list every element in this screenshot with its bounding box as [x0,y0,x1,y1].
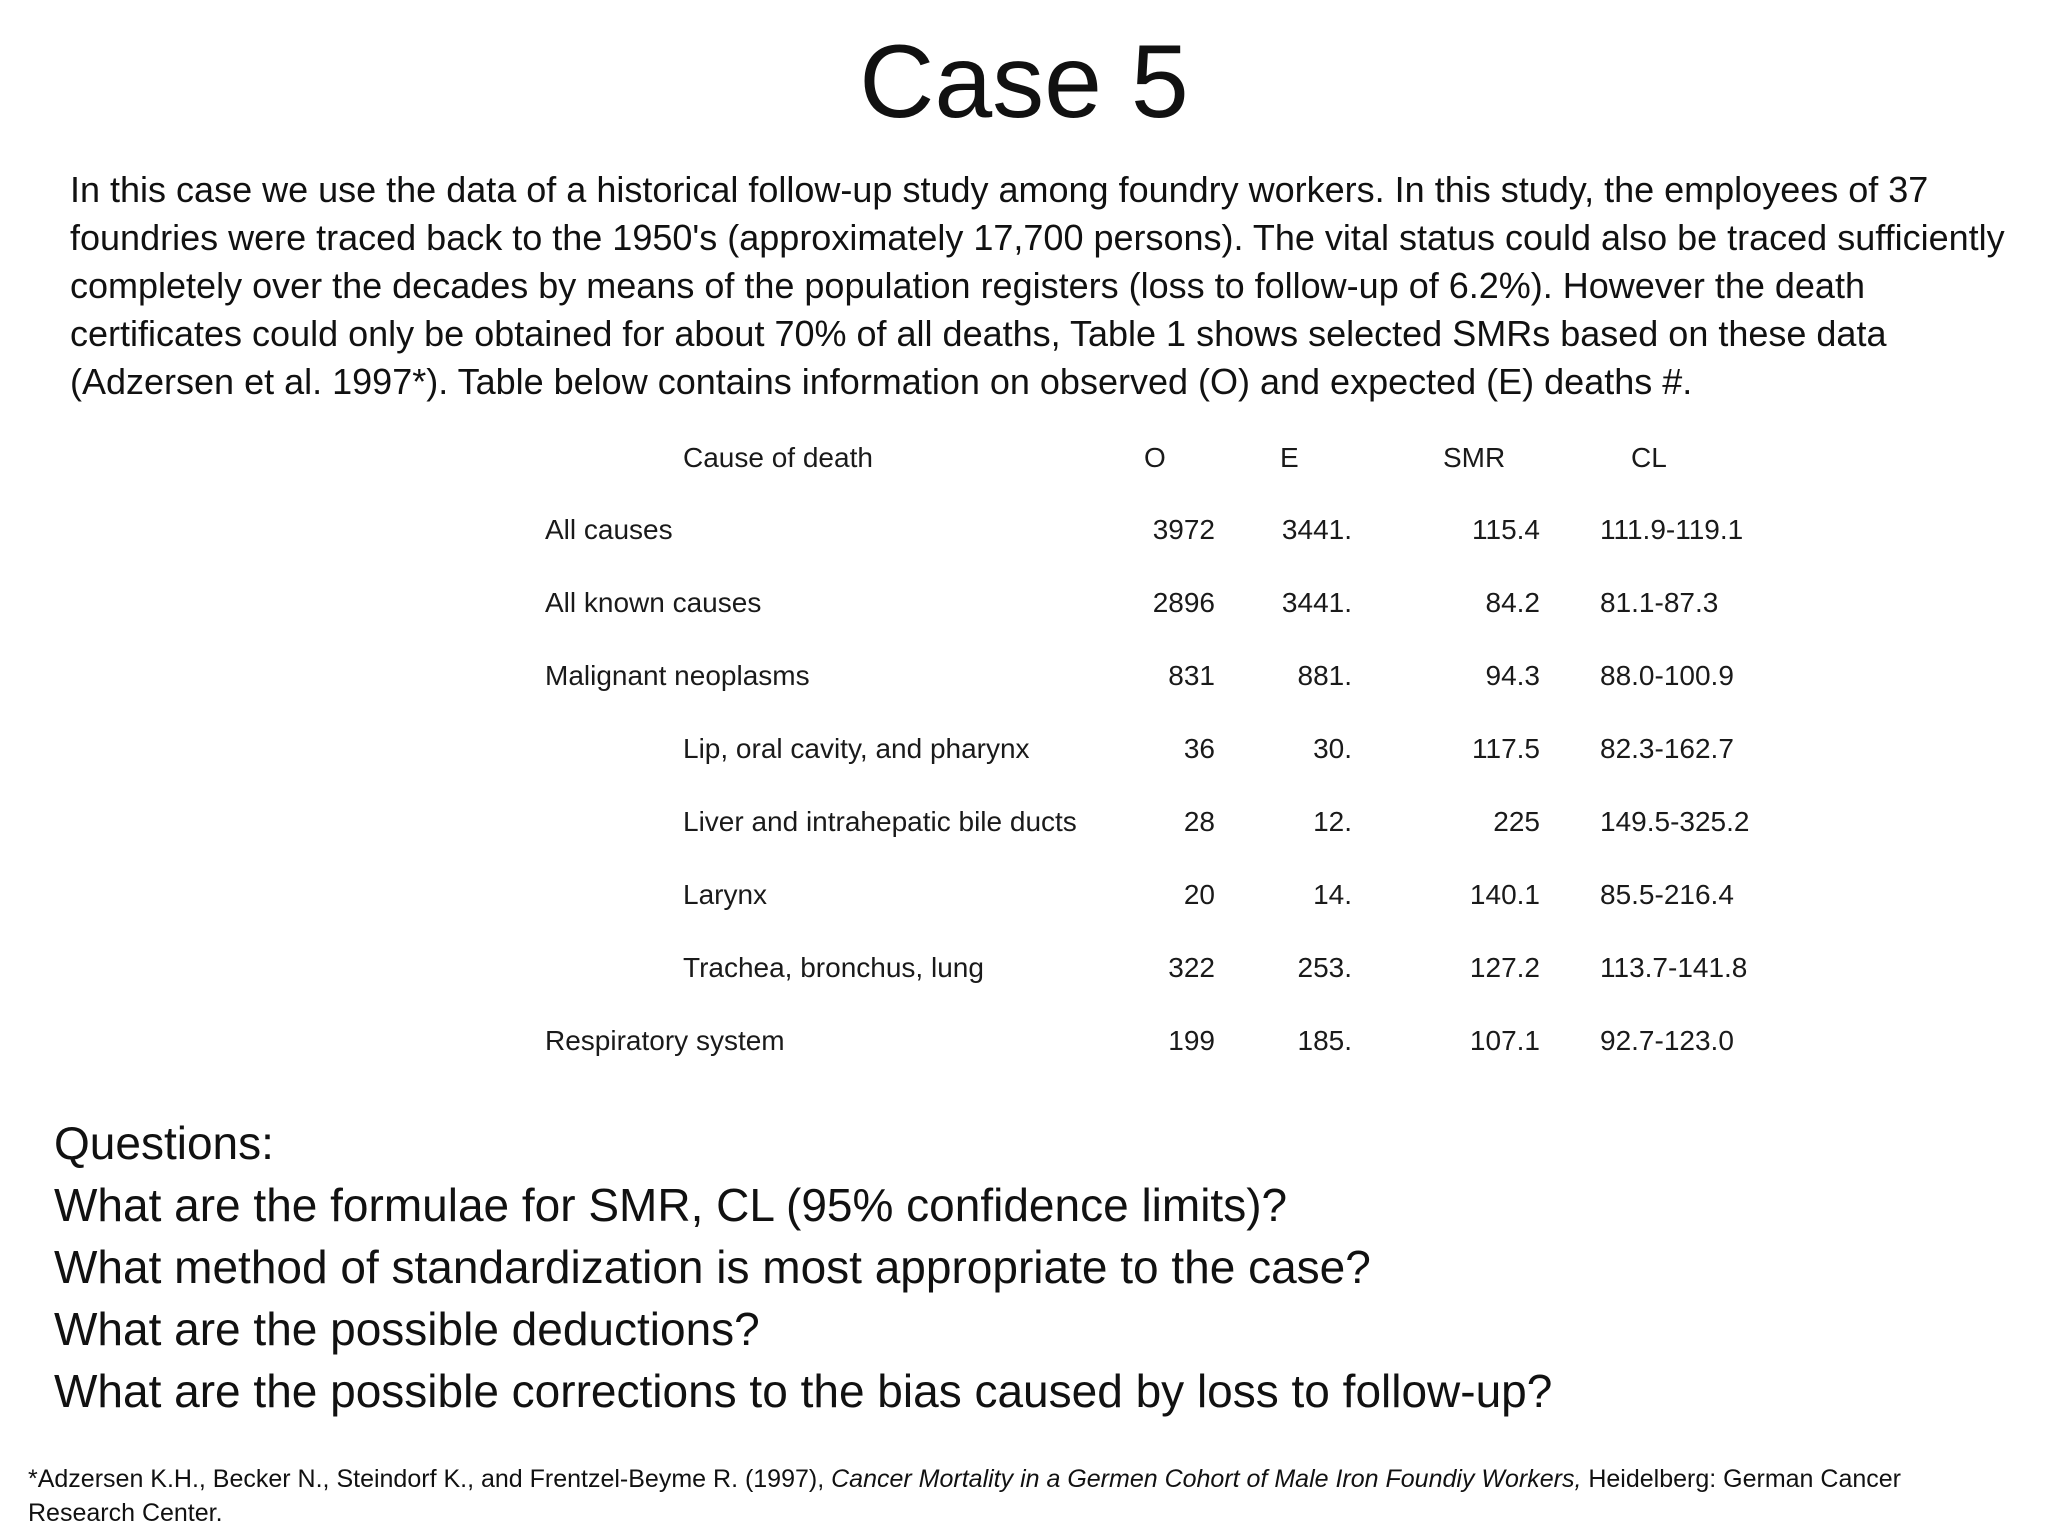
row-smr: 117.5 [1472,733,1540,764]
row-expected: 14. [1313,879,1352,910]
row-cause: Lip, oral cavity, and pharynx [683,733,1030,764]
footnote-work-title: Cancer Mortality in a Germen Cohort of Male Iron Foundiy Workers, [831,1465,1582,1493]
row-expected: 253. [1297,952,1352,983]
footnote-publisher: Heidelberg: German Cancer Research Center. [28,1465,1901,1527]
row-observed: 20 [1183,879,1215,910]
row-cl: 111.9-119.1 [1600,514,1744,545]
row-cause: Larynx [683,879,768,910]
question-item: What are the formulae for SMR, CL (95% confidence limits)? [54,1179,1288,1231]
row-smr: 107.1 [1469,1025,1540,1056]
row-cl: 82.3-162.7 [1600,733,1734,764]
row-cause: Malignant neoplasms [545,660,810,691]
row-expected: 12. [1313,806,1352,837]
row-expected: 3441. [1281,514,1352,545]
row-cl: 92.7-123.0 [1600,1025,1734,1056]
row-cl: 85.5-216.4 [1600,879,1734,910]
header-cause: Cause of death [683,442,873,473]
row-smr: 94.3 [1485,660,1540,691]
row-cause: All known causes [545,587,762,618]
row-expected: 881. [1297,660,1352,691]
row-observed: 2896 [1152,587,1215,618]
reference-footnote [28,1462,2008,1530]
header-smr: SMR [1443,442,1506,473]
row-expected: 185. [1297,1025,1352,1056]
header-observed: O [1144,442,1166,473]
row-smr: 225 [1493,806,1540,837]
row-cl: 149.5-325.2 [1600,806,1750,837]
question-item: What are the possible corrections to the bias caused by loss to follow-up? [54,1365,1553,1417]
row-observed: 36 [1183,733,1215,764]
row-cause: Respiratory system [545,1025,785,1056]
row-smr: 84.2 [1485,587,1540,618]
question-item: What are the possible deductions? [54,1303,760,1355]
row-cause: Trachea, bronchus, lung [683,952,984,983]
row-observed: 322 [1168,952,1215,983]
row-cause: All causes [545,514,673,545]
header-cl: CL [1631,442,1667,473]
row-smr: 127.2 [1469,952,1540,983]
row-expected: 3441. [1281,587,1352,618]
row-cause: Liver and intrahepatic bile ducts [683,806,1077,837]
row-cl: 81.1-87.3 [1600,587,1719,618]
row-observed: 831 [1168,660,1215,691]
row-cl: 113.7-141.8 [1600,952,1748,983]
row-observed: 28 [1183,806,1215,837]
row-cl: 88.0-100.9 [1600,660,1734,691]
smr-table [540,430,1790,1070]
questions-heading: Questions: [54,1117,274,1169]
row-observed: 199 [1168,1025,1215,1056]
header-expected: E [1280,442,1299,473]
row-observed: 3972 [1152,514,1215,545]
questions-block [54,1112,2014,1422]
intro-paragraph: In this case we use the data of a historical follow-up study among foundry workers. In this study, the employees of 37 foundries were traced back to the 1950's (approximately 17,700 persons). The vital status could also be traced sufficiently completely over the decades by means of the population registers (loss to follow-up of 6.2%). However the death certificates could only be obtained for about 70% of all deaths, Table 1 shows selected SMRs based on these data (Adzersen et al. 1997*). Table below contains information on observed (O) and expected (E) deaths #. [70,169,2005,402]
question-item: What method of standardization is most appropriate to the case? [54,1241,1371,1293]
row-expected: 30. [1313,733,1352,764]
footnote-authors: *Adzersen K.H., Becker N., Steindorf K., and Frentzel-Beyme R. (1997), [28,1465,832,1493]
row-smr: 140.1 [1469,879,1540,910]
slide-title: Case 5 [859,24,1189,140]
row-smr: 115.4 [1472,514,1540,545]
